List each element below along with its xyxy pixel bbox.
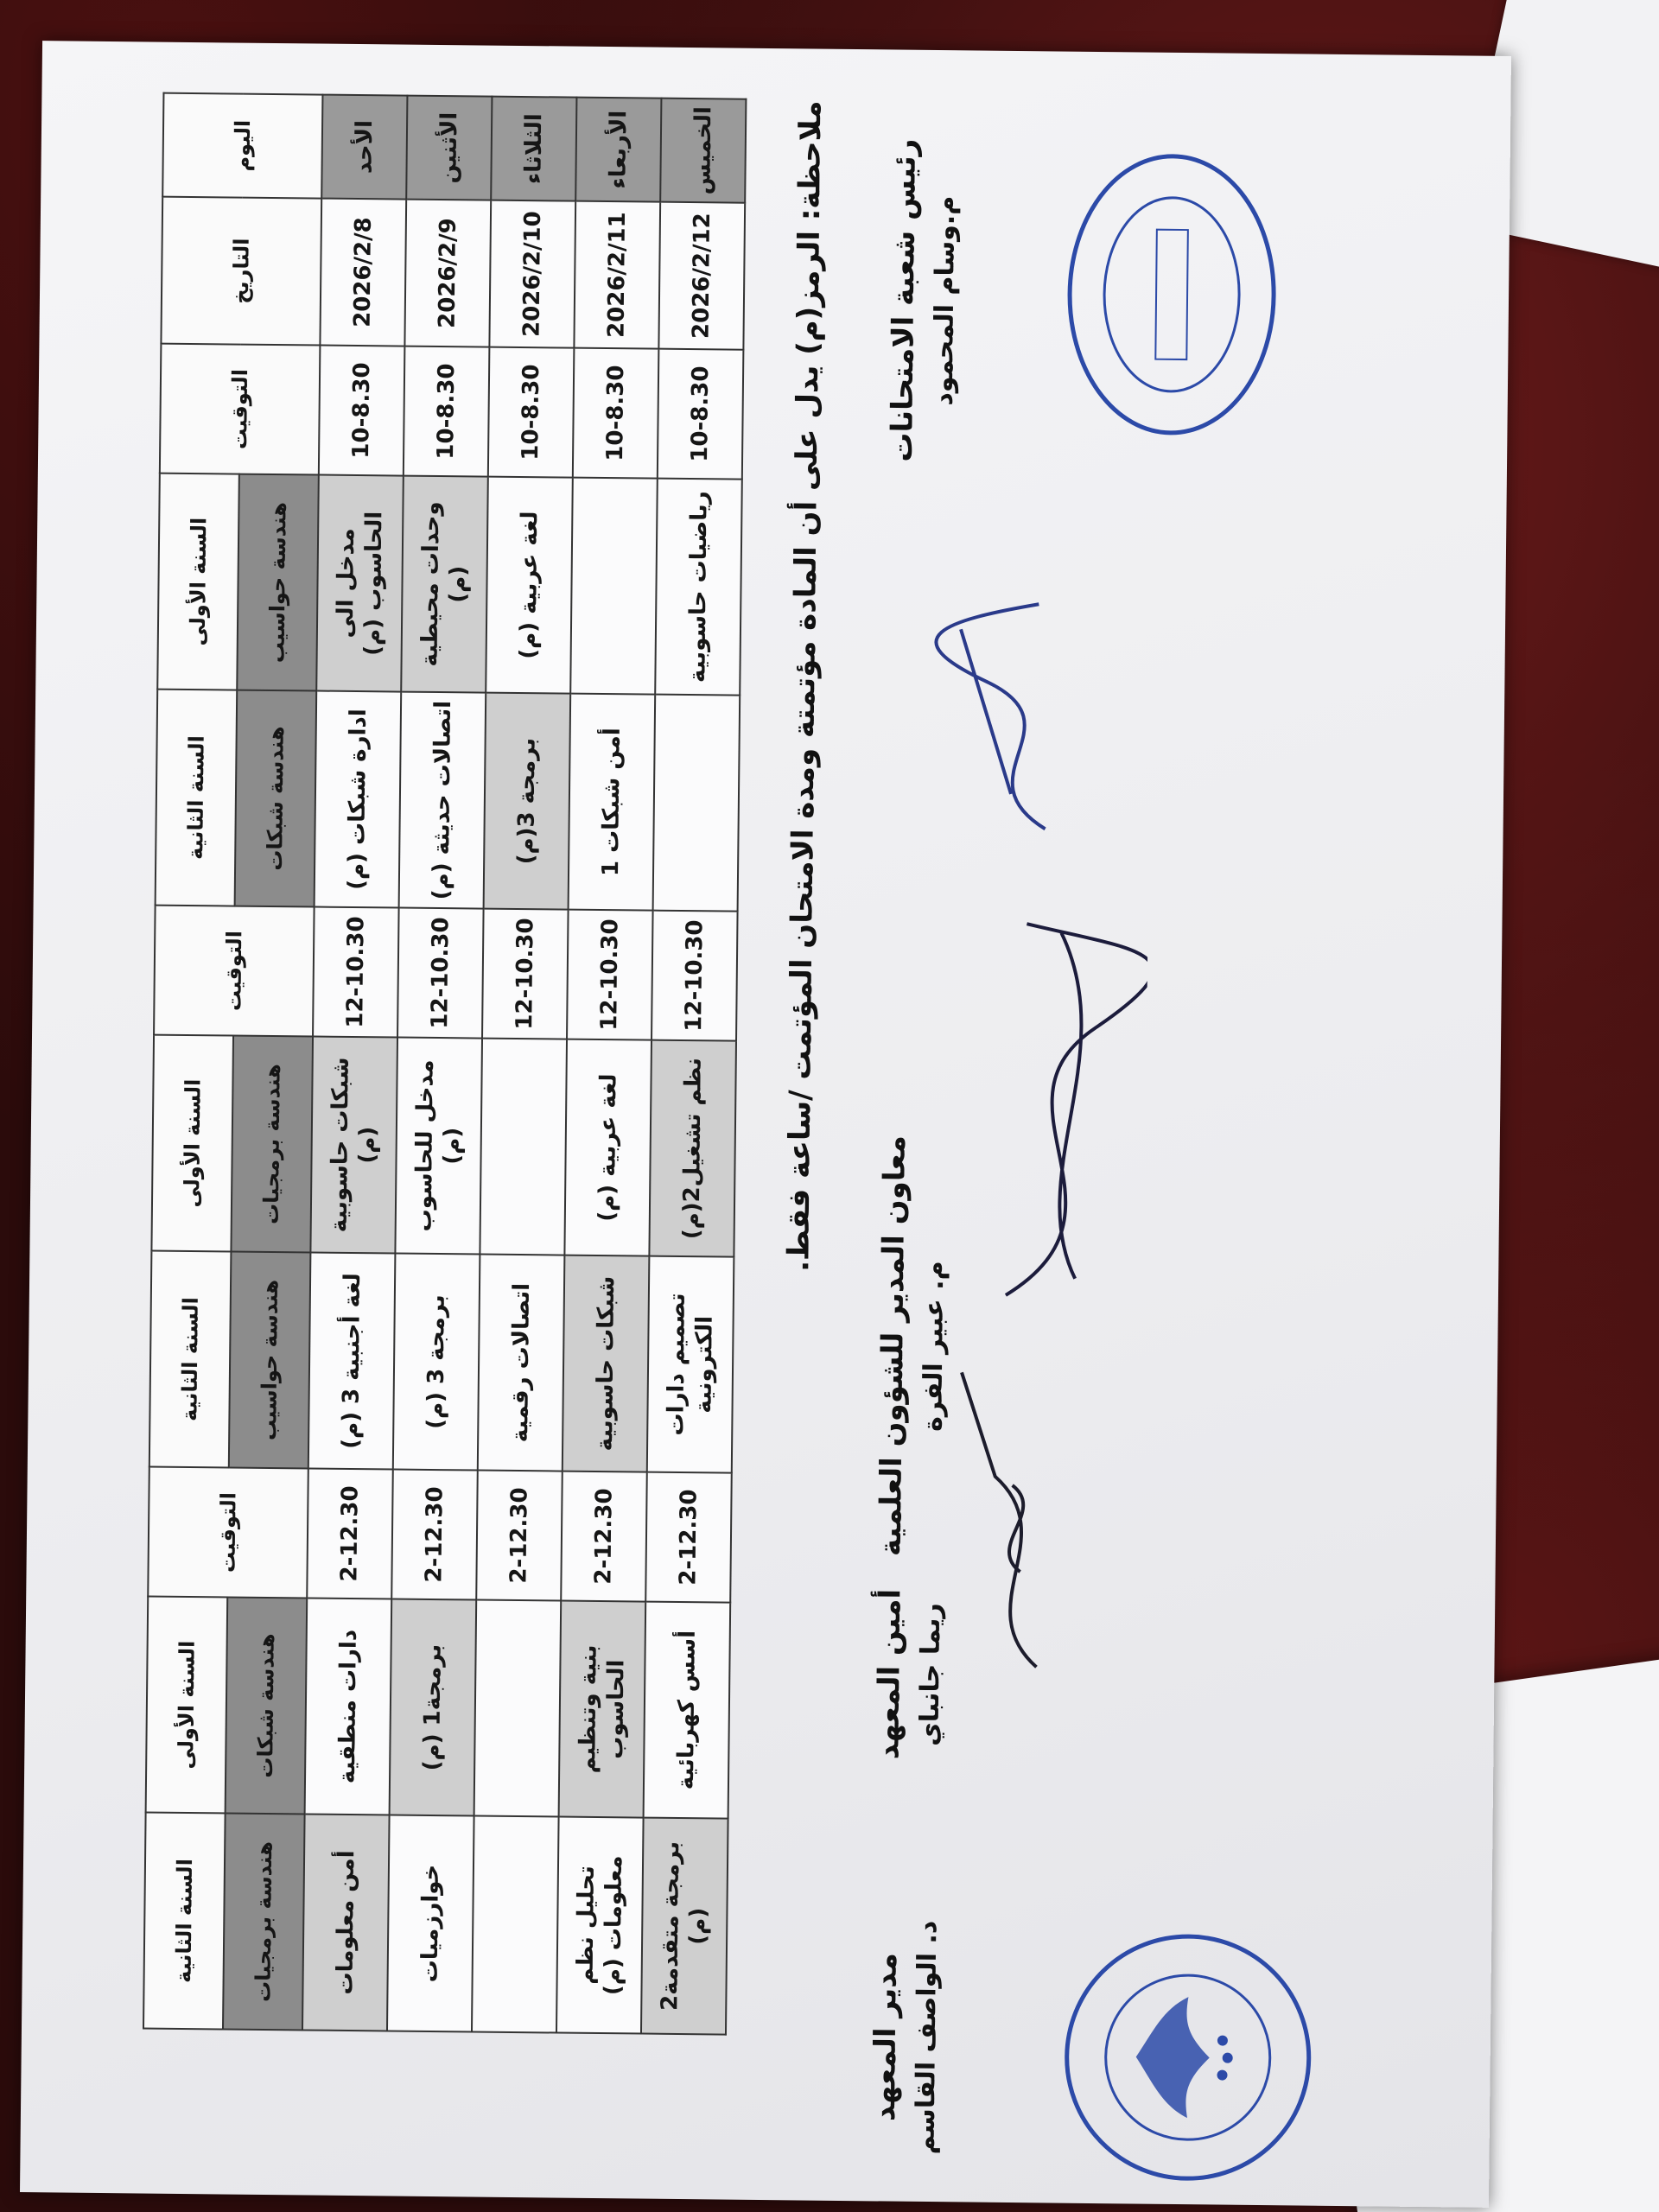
signature-name: م. عبير الفرة (918, 1261, 950, 1432)
header-year1-b: السنة الأولى (151, 1035, 233, 1252)
header-year2-b: السنة الثانية (149, 1251, 232, 1468)
header-day: اليوم (162, 93, 322, 199)
row-date: 2026/2/8 (320, 199, 406, 346)
cell-s1-hw: مدخل الى الحاسوب (م) (316, 475, 404, 692)
header-time-1: التوقيت (160, 344, 321, 475)
cell-s3-sw: أمن معلومات (302, 1814, 390, 2031)
row-date: 2026/2/12 (658, 202, 745, 350)
row-time-2: 12-10.30 (567, 910, 653, 1040)
cell-s1-net: اتصالات حديثة (م) (399, 692, 486, 909)
cell-s2-hw: شبكات حاسوبية (563, 1255, 650, 1472)
cell-s2-sw: نظم تشغيل2(م) (649, 1040, 736, 1257)
signature-title: معاون المدير للشؤون العلمية (873, 1135, 912, 1557)
row-time-2: 12-10.30 (652, 911, 738, 1041)
cell-s3-net: دارات منطقية (305, 1598, 392, 1815)
row-time-3: 2-12.30 (645, 1472, 732, 1603)
header-date: التاريخ (161, 197, 321, 346)
exam-schedule-sheet (20, 41, 1511, 2208)
row-time-2: 12-10.30 (482, 909, 569, 1039)
handwritten-signature-vice-dean (971, 915, 1148, 1314)
header-year1-a: السنة الأولى (157, 474, 239, 690)
signature-director (867, 1907, 943, 2167)
row-day: الأثنين (406, 96, 492, 200)
row-day: الخميس (660, 99, 746, 203)
header-year2-c: السنة الثانية (143, 1813, 226, 2030)
row-time-3: 2-12.30 (391, 1470, 478, 1600)
row-time-1: 10-8.30 (404, 346, 490, 477)
row-time-1: 10-8.30 (658, 349, 744, 480)
cell-s3-net: بنية وتنظيم الحاسوب (559, 1601, 646, 1818)
header-dept-hw-b: هندسة حواسيب (229, 1252, 311, 1469)
cell-s1-net (653, 695, 741, 912)
cell-s3-sw: برمجة متقدمة2 (م) (641, 1818, 728, 2035)
cell-s1-net: أمن شبكات 1 (569, 694, 656, 911)
header-year1-c: السنة الأولى (146, 1597, 228, 1814)
handwritten-signature-secretary (932, 1363, 1074, 1676)
cell-s2-sw: شبكات حاسوبية (م) (310, 1037, 397, 1254)
handwritten-signature-exams (906, 586, 1099, 847)
signature-name: م.وسام المحمود (928, 195, 962, 406)
signature-name: د. الواصف القاسم (910, 1920, 944, 2155)
row-time-1: 10-8.30 (573, 348, 659, 479)
cell-s3-net (474, 1600, 562, 1817)
cell-s3-sw (472, 1816, 559, 2033)
row-date: 2026/2/11 (574, 201, 660, 349)
rotated-content (20, 41, 1511, 2199)
exam-schedule-table (143, 92, 747, 2036)
exams-office-stamp (1058, 147, 1286, 443)
row-date: 2026/2/9 (404, 200, 491, 347)
row-day: الثلاثاء (491, 97, 576, 201)
header-dept-sw-c: هندسة برمجيات (223, 1813, 305, 2030)
row-day: الأحد (321, 95, 407, 200)
cell-s1-hw: وحدات محيطية (م) (401, 476, 488, 693)
cell-s3-sw: تحليل نظم معلومات (م) (556, 1817, 644, 2034)
header-dept-net-a: هندسة شبكات (235, 690, 317, 907)
cell-s2-sw: مدخل للحاسوب (م) (395, 1038, 482, 1255)
row-time-3: 2-12.30 (476, 1471, 563, 1601)
automation-note: ملاحظة: الرمز(م) يدل على أن المادة مؤتمتة ومدة الامتحان المؤتمت /ساعة فقط. (781, 100, 829, 1273)
header-time-3: التوقيت (148, 1467, 308, 1599)
row-time-2: 12-10.30 (313, 907, 399, 1038)
row-time-1: 10-8.30 (319, 346, 405, 476)
cell-s2-hw: اتصالات رقمية (478, 1255, 565, 1471)
cell-s1-hw (570, 478, 658, 695)
row-time-3: 2-12.30 (307, 1468, 393, 1599)
row-time-1: 10-8.30 (488, 347, 575, 478)
cell-s1-hw: رياضيات حاسوبية (655, 479, 742, 696)
cell-s3-sw: خوارزميات (387, 1815, 474, 2031)
row-time-2: 12-10.30 (397, 908, 484, 1039)
cell-s2-hw: برمجة 3 (م) (393, 1254, 480, 1471)
institute-seal-stamp (1057, 1927, 1319, 2189)
signature-exams-head (885, 101, 963, 499)
row-date: 2026/2/10 (489, 200, 575, 348)
signature-title: رئيس شعبة الامتحانات (885, 138, 923, 462)
cell-s3-net: برمجة1 (م) (390, 1599, 477, 1815)
cell-s1-net: ادارة شبكات (م) (315, 691, 402, 908)
cell-s1-net: برمجة 3(م) (484, 693, 571, 910)
cell-s2-hw: لغة أجنبية 3 (م) (308, 1252, 396, 1469)
cell-s2-sw (480, 1039, 567, 1255)
row-time-3: 2-12.30 (561, 1471, 647, 1602)
cell-s1-hw: لغة عربية (م) (486, 477, 573, 694)
cell-s2-sw: لغة عربية (م) (564, 1039, 652, 1256)
cell-s3-net: أسس كهربائية (644, 1602, 731, 1819)
signature-title: مدير المعهد (867, 1952, 904, 2122)
header-dept-sw-b: هندسة برمجيات (231, 1036, 313, 1253)
header-time-2: التوقيت (154, 906, 315, 1037)
header-year2-a: السنة الثانية (156, 690, 238, 906)
header-dept-net-c: هندسة شبكات (226, 1598, 308, 1815)
signature-title: أمين المعهد (871, 1588, 908, 1760)
row-day: الأربعاء (575, 98, 661, 202)
signature-name: ريما جانباي (914, 1603, 947, 1746)
header-dept-hw-a: هندسة حواسيب (237, 474, 319, 691)
cell-s2-hw: تصميم دارات الكترونية (647, 1256, 734, 1473)
